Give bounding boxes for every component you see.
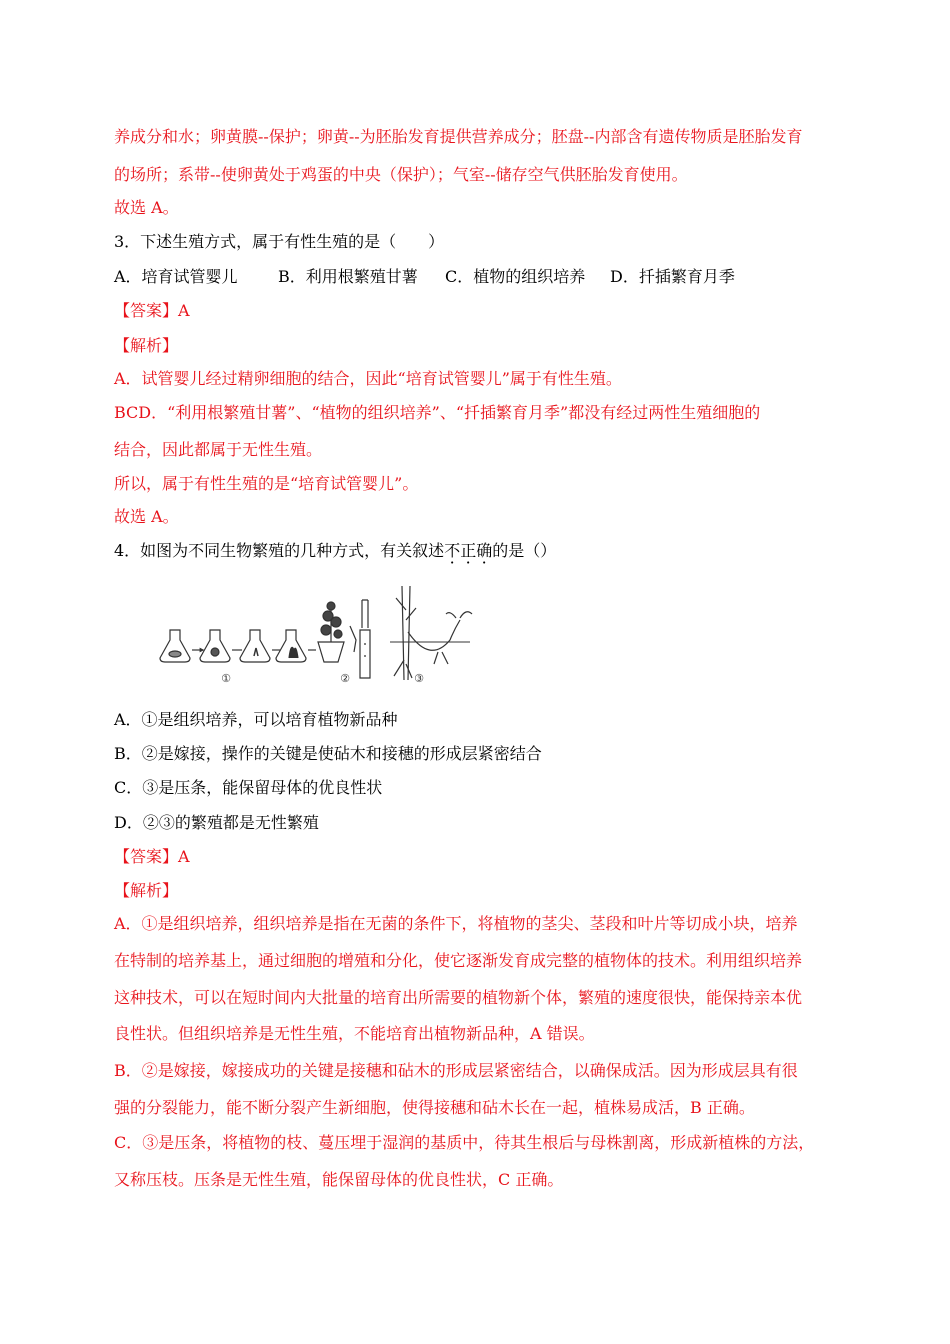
q4-stem-emph-1: 不 — [444, 541, 461, 560]
q4-stem — [114, 541, 844, 561]
q3-analysis-line-3: 结合，因此都属于无性生殖。 — [114, 440, 323, 459]
q4-analysis-line-4: 良性状。但组织培养是无性生殖，不能培育出植物新品种，A 错误。 — [114, 1024, 595, 1043]
intro-line-2: 的场所；系带--使卵黄处于鸡蛋的中央（保护）；气室--储存空气供胚胎发育使用。 — [114, 165, 688, 184]
q4-option-b: B．②是嫁接，操作的关键是使砧木和接穗的形成层紧密结合 — [114, 744, 542, 763]
intro-line-1: 养成分和水；卵黄膜--保护；卵黄--为胚胎发育提供营养成分；胚盘--内部含有遗传物质是胚胎发育 — [114, 127, 803, 146]
q4-answer: 【答案】A — [114, 847, 190, 866]
q4-analysis-title: 【解析】 — [114, 881, 179, 900]
flask-2 — [200, 630, 230, 662]
figure-label-3: ③ — [414, 672, 424, 685]
q4-analysis-line-7: C．③是压条，将植物的枝、蔓压埋于湿润的基质中，待其生根后与母株割离，形成新植株的方法， — [114, 1133, 815, 1152]
figure-label-1: ① — [221, 672, 231, 685]
flask-4 — [276, 630, 306, 662]
q4-option-c: C．③是压条，能保留母体的优良性状 — [114, 778, 383, 797]
q3-answer: 【答案】A — [114, 301, 190, 320]
q4-analysis-line-6: 强的分裂能力，能不断分裂产生新细胞，使得接穗和砧木长在一起，植株易成活，B 正确。 — [114, 1098, 755, 1117]
q4-stem-before: 4．如图为不同生物繁殖的几种方式，有关叙述 — [114, 541, 445, 560]
q3-analysis-line-5: 故选 A。 — [114, 507, 179, 526]
figure-label-2: ② — [340, 672, 350, 685]
layering-illustration — [390, 586, 472, 680]
q4-analysis-line-3: 这种技术，可以在短时间内大批量的培育出所需要的植物新个体，繁殖的速度很快，能保持亲本优 — [114, 988, 803, 1007]
q3-option-c: C．植物的组织培养 — [445, 267, 586, 286]
intro-line-3: 故选 A。 — [114, 198, 179, 217]
q4-option-d: D．②③的繁殖都是无性繁殖 — [114, 813, 319, 832]
q3-options — [114, 267, 844, 287]
q4-analysis-line-1: A．①是组织培养，组织培养是指在无菌的条件下，将植物的茎尖、茎段和叶片等切成小块，培养 — [114, 914, 798, 933]
reproduction-figure — [150, 580, 480, 685]
q4-option-a: A．①是组织培养，可以培育植物新品种 — [114, 710, 398, 729]
q4-analysis-line-8: 又称压枝。压条是无性生殖，能保留母体的优良性状，C 正确。 — [114, 1170, 564, 1189]
q3-analysis-line-4: 所以，属于有性生殖的是“培育试管婴儿”。 — [114, 474, 419, 493]
grafting-illustration — [350, 600, 370, 678]
q4-stem-emph-2: 正 — [460, 541, 477, 560]
potted-plant — [318, 602, 344, 662]
flask-3 — [240, 630, 270, 662]
q4-stem-emph-3: 确 — [476, 541, 493, 560]
flask-1 — [160, 630, 190, 662]
q3-option-b: B．利用根繁殖甘薯 — [278, 267, 418, 286]
q4-analysis-line-2: 在特制的培养基上，通过细胞的增殖和分化，使它逐渐发育成完整的植物体的技术。利用组织培养 — [114, 951, 803, 970]
q3-stem: 3．下述生殖方式，属于有性生殖的是（ ） — [114, 232, 445, 251]
q3-option-a: A．培育试管婴儿 — [114, 267, 238, 286]
q3-analysis-line-2: BCD．“利用根繁殖甘薯”、“植物的组织培养”、“扦插繁育月季”都没有经过两性生殖细胞的 — [114, 403, 761, 422]
q4-stem-after: 的是（） — [492, 541, 557, 560]
q4-analysis-line-5: B．②是嫁接，嫁接成功的关键是接穗和砧木的形成层紧密结合，以确保成活。因为形成层具有很 — [114, 1061, 798, 1080]
q3-option-d: D．扦插繁育月季 — [610, 267, 735, 286]
q3-analysis-title: 【解析】 — [114, 336, 179, 355]
q3-analysis-line-1: A．试管婴儿经过精卵细胞的结合，因此“培育试管婴儿”属于有性生殖。 — [114, 369, 622, 388]
